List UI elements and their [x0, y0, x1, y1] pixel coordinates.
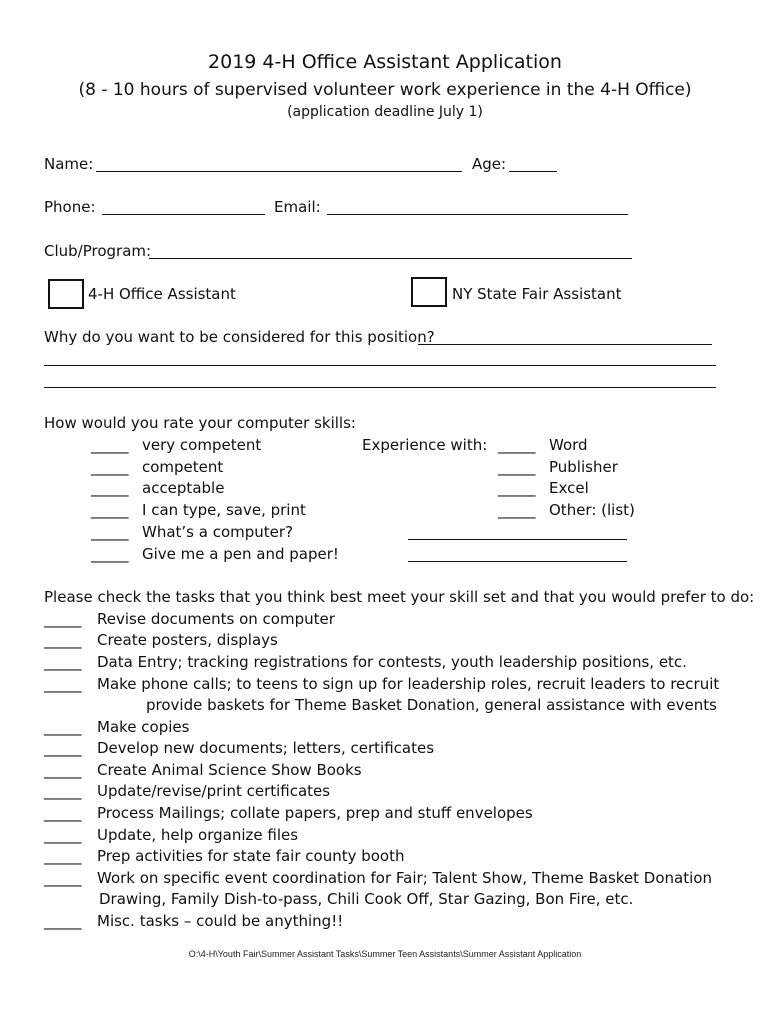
- task-label: Update, help organize files: [97, 826, 299, 844]
- task-label: Work on specific event coordination for Fair; Talent Show, Theme Basket Donation: [97, 869, 712, 887]
- task-label: Data Entry; tracking registrations for contests, youth leadership positions, etc.: [97, 653, 687, 671]
- task-blank[interactable]: _____: [44, 912, 82, 930]
- skill-level-label: very competent: [142, 436, 262, 454]
- task-label: Misc. tasks – could be anything!!: [97, 912, 344, 930]
- skill-level-label: acceptable: [142, 479, 225, 497]
- task-blank[interactable]: _____: [44, 718, 82, 736]
- task-label: Create posters, displays: [97, 631, 278, 649]
- task-blank[interactable]: _____: [44, 847, 82, 865]
- skill-blank[interactable]: _____: [91, 436, 129, 454]
- why-question: Why do you want to be considered for this position?: [44, 328, 435, 346]
- office-assistant-checkbox[interactable]: [48, 279, 84, 309]
- task-label: Update/revise/print certificates: [97, 782, 331, 800]
- state-fair-assistant-checkbox[interactable]: [411, 277, 447, 307]
- skill-blank[interactable]: _____: [91, 545, 129, 563]
- task-continuation: provide baskets for Theme Basket Donation, general assistance with events: [146, 696, 717, 714]
- age-label: Age:: [472, 155, 507, 173]
- task-blank[interactable]: _____: [44, 782, 82, 800]
- application-deadline: (application deadline July 1): [287, 104, 483, 120]
- task-continuation: Drawing, Family Dish-to-pass, Chili Cook Off, Star Gazing, Bon Fire, etc.: [99, 890, 634, 908]
- task-blank[interactable]: _____: [44, 804, 82, 822]
- skill-blank[interactable]: _____: [91, 458, 129, 476]
- why-answer-line-2[interactable]: [44, 365, 716, 366]
- skill-level-label: What’s a computer?: [142, 523, 294, 541]
- software-label: Other: (list): [549, 501, 635, 519]
- task-blank[interactable]: _____: [44, 739, 82, 757]
- phone-field[interactable]: [102, 214, 265, 215]
- software-label: Word: [549, 436, 588, 454]
- office-assistant-label: 4-H Office Assistant: [88, 285, 236, 303]
- software-blank[interactable]: _____: [498, 501, 536, 519]
- file-path-footer: O:\4-H\Youth Fair\Summer Assistant Tasks\Summer Teen Assistants\Summer Assistant Application: [188, 949, 582, 959]
- software-label: Publisher: [549, 458, 618, 476]
- software-label: Excel: [549, 479, 589, 497]
- skill-level-label: competent: [142, 458, 224, 476]
- skill-blank[interactable]: _____: [91, 479, 129, 497]
- skill-blank[interactable]: _____: [91, 501, 129, 519]
- task-blank[interactable]: _____: [44, 826, 82, 844]
- state-fair-assistant-label: NY State Fair Assistant: [452, 285, 622, 303]
- name-label: Name:: [44, 155, 94, 173]
- club-field[interactable]: [149, 258, 632, 259]
- task-label: Make phone calls; to teens to sign up for leadership roles, recruit leaders to recruit: [97, 675, 720, 693]
- why-answer-line-3[interactable]: [44, 387, 716, 388]
- email-label: Email:: [274, 198, 321, 216]
- task-label: Revise documents on computer: [97, 610, 335, 628]
- phone-label: Phone:: [44, 198, 96, 216]
- task-blank[interactable]: _____: [44, 675, 82, 693]
- software-blank[interactable]: _____: [498, 436, 536, 454]
- task-label: Develop new documents; letters, certificates: [97, 739, 435, 757]
- task-label: Create Animal Science Show Books: [97, 761, 362, 779]
- tasks-intro: Please check the tasks that you think best meet your skill set and that you would prefer to do:: [44, 588, 755, 606]
- other-software-line-1[interactable]: [408, 539, 627, 540]
- task-label: Make copies: [97, 718, 190, 736]
- why-answer-line-1[interactable]: [418, 344, 712, 345]
- task-blank[interactable]: _____: [44, 631, 82, 649]
- task-blank[interactable]: _____: [44, 869, 82, 887]
- email-field[interactable]: [327, 214, 628, 215]
- name-field[interactable]: [96, 171, 462, 172]
- other-software-line-2[interactable]: [408, 561, 627, 562]
- skill-level-label: Give me a pen and paper!: [142, 545, 339, 563]
- software-blank[interactable]: _____: [498, 458, 536, 476]
- skill-level-label: I can type, save, print: [142, 501, 306, 519]
- page-title: 2019 4-H Office Assistant Application: [208, 51, 562, 73]
- task-blank[interactable]: _____: [44, 761, 82, 779]
- experience-label: Experience with:: [362, 436, 488, 454]
- page-subtitle: (8 - 10 hours of supervised volunteer work experience in the 4-H Office): [78, 80, 692, 100]
- age-field[interactable]: [509, 171, 557, 172]
- task-blank[interactable]: _____: [44, 610, 82, 628]
- task-label: Prep activities for state fair county booth: [97, 847, 405, 865]
- software-blank[interactable]: _____: [498, 479, 536, 497]
- club-label: Club/Program:: [44, 242, 152, 260]
- skill-blank[interactable]: _____: [91, 523, 129, 541]
- task-label: Process Mailings; collate papers, prep and stuff envelopes: [97, 804, 533, 822]
- computer-skills-question: How would you rate your computer skills:: [44, 414, 356, 432]
- task-blank[interactable]: _____: [44, 653, 82, 671]
